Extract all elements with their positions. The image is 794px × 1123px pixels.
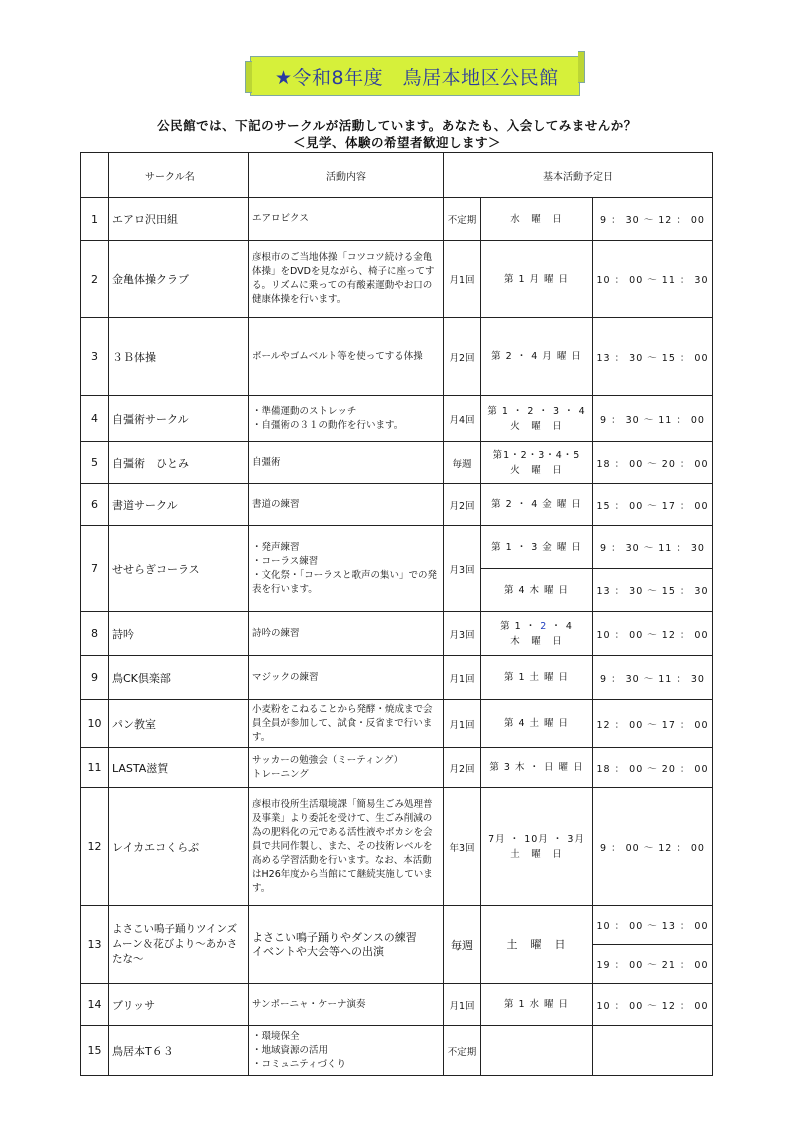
time: 18 ： 00 ～ 20 ： 00 (593, 442, 713, 484)
time: 9 ： 00 ～ 12 ： 00 (593, 788, 713, 906)
time: 15 ： 00 ～ 17 ： 00 (593, 484, 713, 526)
activity-text: ボールやゴムベルト等を使ってする体操 (249, 318, 444, 396)
circle-name: ３Ｂ体操 (109, 318, 249, 396)
activity-text: 自彊術 (249, 442, 444, 484)
intro-line-2: ＜見学、体験の希望者歓迎します＞ (292, 135, 501, 150)
row-number: 8 (81, 612, 109, 656)
day-line: 土 曜 日 (510, 848, 563, 860)
time: 9 ： 30 ～ 11 ： 30 (593, 656, 713, 700)
activity-text: 書道の練習 (249, 484, 444, 526)
table-row (81, 526, 713, 569)
frequency: 月2回 (444, 318, 481, 396)
day: 第 4 木 曜 日 (481, 569, 593, 612)
row-number: 11 (81, 748, 109, 788)
table-row (81, 1026, 713, 1076)
activity-text: 彦根市のご当地体操「コツコツ続ける金亀体操」をDVDを見ながら、椅子に座ってする。リズムに乗っての有酸素運動やお口の健康体操を行います。 (249, 241, 444, 318)
frequency: 月1回 (444, 656, 481, 700)
row-number: 7 (81, 526, 109, 612)
circle-name: 鳥居本T６３ (109, 1026, 249, 1076)
time: 10 ： 00 ～ 12 ： 00 (593, 612, 713, 656)
time: 13 ： 30 ～ 15 ： 00 (593, 318, 713, 396)
day (481, 612, 593, 656)
frequency: 不定期 (444, 1026, 481, 1076)
activity-text: 彦根市役所生活環境課「簡易生ごみ処理普及事業」より委託を受けて、生ごみ削減の為の肥料化の元である活性液やボカシを会員で共同作製し、また、その技術レベルを高める学習活動を行います。なお、本活動はH26年度から当館にて継続実施しています。 (249, 788, 444, 906)
table-row (81, 700, 713, 748)
day-line: 木 曜 日 (510, 635, 563, 647)
circle-name: よさこい鳴子踊りツインズムーン＆花びより～あかさたな～ (109, 906, 249, 984)
circle-name: ブリッサ (109, 984, 249, 1026)
row-number: 5 (81, 442, 109, 484)
circle-name: せせらぎコーラス (109, 526, 249, 612)
table-row (81, 748, 713, 788)
time: 10 ： 00 ～ 11 ： 30 (593, 241, 713, 318)
activity-line: ・発声練習 (252, 541, 300, 553)
day: 水 曜 日 (481, 198, 593, 241)
day-part: 第 1 ・ (500, 620, 541, 632)
day: 第 2 ・ 4 月 曜 日 (481, 318, 593, 396)
activity-text (249, 526, 444, 612)
activity-line: ・準備運動のストレッチ (252, 405, 357, 417)
activity-line: イベントや大会等への出演 (252, 944, 384, 958)
frequency: 月1回 (444, 241, 481, 318)
frequency: 月1回 (444, 984, 481, 1026)
day-line (484, 619, 589, 634)
activity-line: よさこい鳴子踊りやダンスの練習 (252, 930, 417, 944)
row-number: 14 (81, 984, 109, 1026)
header-activity: 活動内容 (249, 153, 444, 198)
row-number: 12 (81, 788, 109, 906)
row-number: 1 (81, 198, 109, 241)
row-number: 3 (81, 318, 109, 396)
header-schedule: 基本活動予定日 (444, 153, 713, 198)
activity-line: サッカーの勉強会（ミーティング） (252, 754, 404, 766)
time: 10 ： 00 ～ 12 ： 00 (593, 984, 713, 1026)
circle-name: 書道サークル (109, 484, 249, 526)
frequency: 月3回 (444, 526, 481, 612)
frequency: 月2回 (444, 484, 481, 526)
day: 土 曜 日 (481, 906, 593, 984)
activity-text: 小麦粉をこねることから発酵・焼成まで会員全員が参加して、試食・反省まで行います。 (249, 700, 444, 748)
table-row (81, 442, 713, 484)
intro-line-1: 公民館では、下記のサークルが活動しています。あなたも、入会してみませんか？ (157, 118, 637, 133)
table-row (81, 984, 713, 1026)
day: 第 3 木 ・ 日 曜 日 (481, 748, 593, 788)
table-row (81, 612, 713, 656)
page-title-banner (250, 56, 580, 96)
frequency: 年3回 (444, 788, 481, 906)
row-number: 4 (81, 396, 109, 442)
circle-name: 自彊術サークル (109, 396, 249, 442)
table-row (81, 198, 713, 241)
day: 第 1 水 曜 日 (481, 984, 593, 1026)
frequency: 月2回 (444, 748, 481, 788)
day-part-highlight: 2 (540, 620, 548, 632)
activity-text (249, 906, 444, 984)
page-title: ★令和8年度 鳥居本地区公民館 (275, 66, 559, 89)
circle-name: 鳥CK倶楽部 (109, 656, 249, 700)
day (481, 396, 593, 442)
time: 9 ： 30 ～ 11 ： 00 (593, 396, 713, 442)
activity-line: ・文化祭・「コーラスと歌声の集い」での発表を行います。 (252, 569, 437, 595)
time: 13 ： 30 ～ 15 ： 30 (593, 569, 713, 612)
time (593, 1026, 713, 1076)
table-row (81, 906, 713, 945)
row-number: 15 (81, 1026, 109, 1076)
activity-text: サンポーニャ・ケーナ演奏 (249, 984, 444, 1026)
time: 10 ： 00 ～ 13 ： 00 (593, 906, 713, 945)
table-row (81, 788, 713, 906)
activity-line: ・自彊術の３１の動作を行います。 (252, 419, 404, 431)
activity-line: ・地域資源の活用 (252, 1044, 329, 1056)
row-number: 6 (81, 484, 109, 526)
activity-line: トレーニング (252, 768, 309, 780)
day: 第 1 月 曜 日 (481, 241, 593, 318)
time: 9 ： 30 ～ 12 ： 00 (593, 198, 713, 241)
activity-text: エアロビクス (249, 198, 444, 241)
circle-name: LASTA滋賀 (109, 748, 249, 788)
day: 第 4 土 曜 日 (481, 700, 593, 748)
frequency: 毎週 (444, 906, 481, 984)
frequency: 月1回 (444, 700, 481, 748)
circle-name: パン教室 (109, 700, 249, 748)
frequency: 毎週 (444, 442, 481, 484)
row-number: 13 (81, 906, 109, 984)
frequency: 不定期 (444, 198, 481, 241)
activity-text: マジックの練習 (249, 656, 444, 700)
day-part: ・ 4 (547, 620, 573, 632)
activity-text (249, 748, 444, 788)
circle-name: エアロ沢田組 (109, 198, 249, 241)
day-line: 火 曜 日 (510, 420, 563, 432)
row-number: 2 (81, 241, 109, 318)
circle-name: 自彊術 ひとみ (109, 442, 249, 484)
activity-line: ・環境保全 (252, 1030, 300, 1042)
time: 19 ： 00 ～ 21 ： 00 (593, 945, 713, 984)
table-header-row (81, 153, 713, 198)
table-row (81, 656, 713, 700)
circle-name: 詩吟 (109, 612, 249, 656)
day (481, 1026, 593, 1076)
activity-text: 詩吟の練習 (249, 612, 444, 656)
day-line: 火 曜 日 (510, 464, 563, 476)
header-name: サークル名 (109, 153, 249, 198)
activity-line: ・コーラス練習 (252, 555, 319, 567)
day (481, 788, 593, 906)
time: 12 ： 00 ～ 17 ： 00 (593, 700, 713, 748)
time: 9 ： 30 ～ 11 ： 30 (593, 526, 713, 569)
circle-name: 金亀体操クラブ (109, 241, 249, 318)
day: 第 1 ・ 3 金 曜 日 (481, 526, 593, 569)
day-line: 第 1 ・ 2 ・ 3 ・ 4 (487, 405, 586, 417)
day-line: 7月 ・ 10月 ・ 3月 (488, 833, 585, 845)
table-row (81, 484, 713, 526)
day-line: 第1・2・3・4・5 (492, 449, 581, 461)
row-number: 10 (81, 700, 109, 748)
time: 18 ： 00 ～ 20 ： 00 (593, 748, 713, 788)
day: 第 1 土 曜 日 (481, 656, 593, 700)
frequency: 月3回 (444, 612, 481, 656)
circle-table (80, 152, 713, 1076)
frequency: 月4回 (444, 396, 481, 442)
activity-text (249, 1026, 444, 1076)
day (481, 442, 593, 484)
header-no (81, 153, 109, 198)
table-row (81, 318, 713, 396)
circle-name: レイカエコくらぶ (109, 788, 249, 906)
activity-line: ・コミュニティづくり (252, 1058, 347, 1070)
table-row (81, 241, 713, 318)
day: 第 2 ・ 4 金 曜 日 (481, 484, 593, 526)
activity-text (249, 396, 444, 442)
table-row (81, 396, 713, 442)
row-number: 9 (81, 656, 109, 700)
